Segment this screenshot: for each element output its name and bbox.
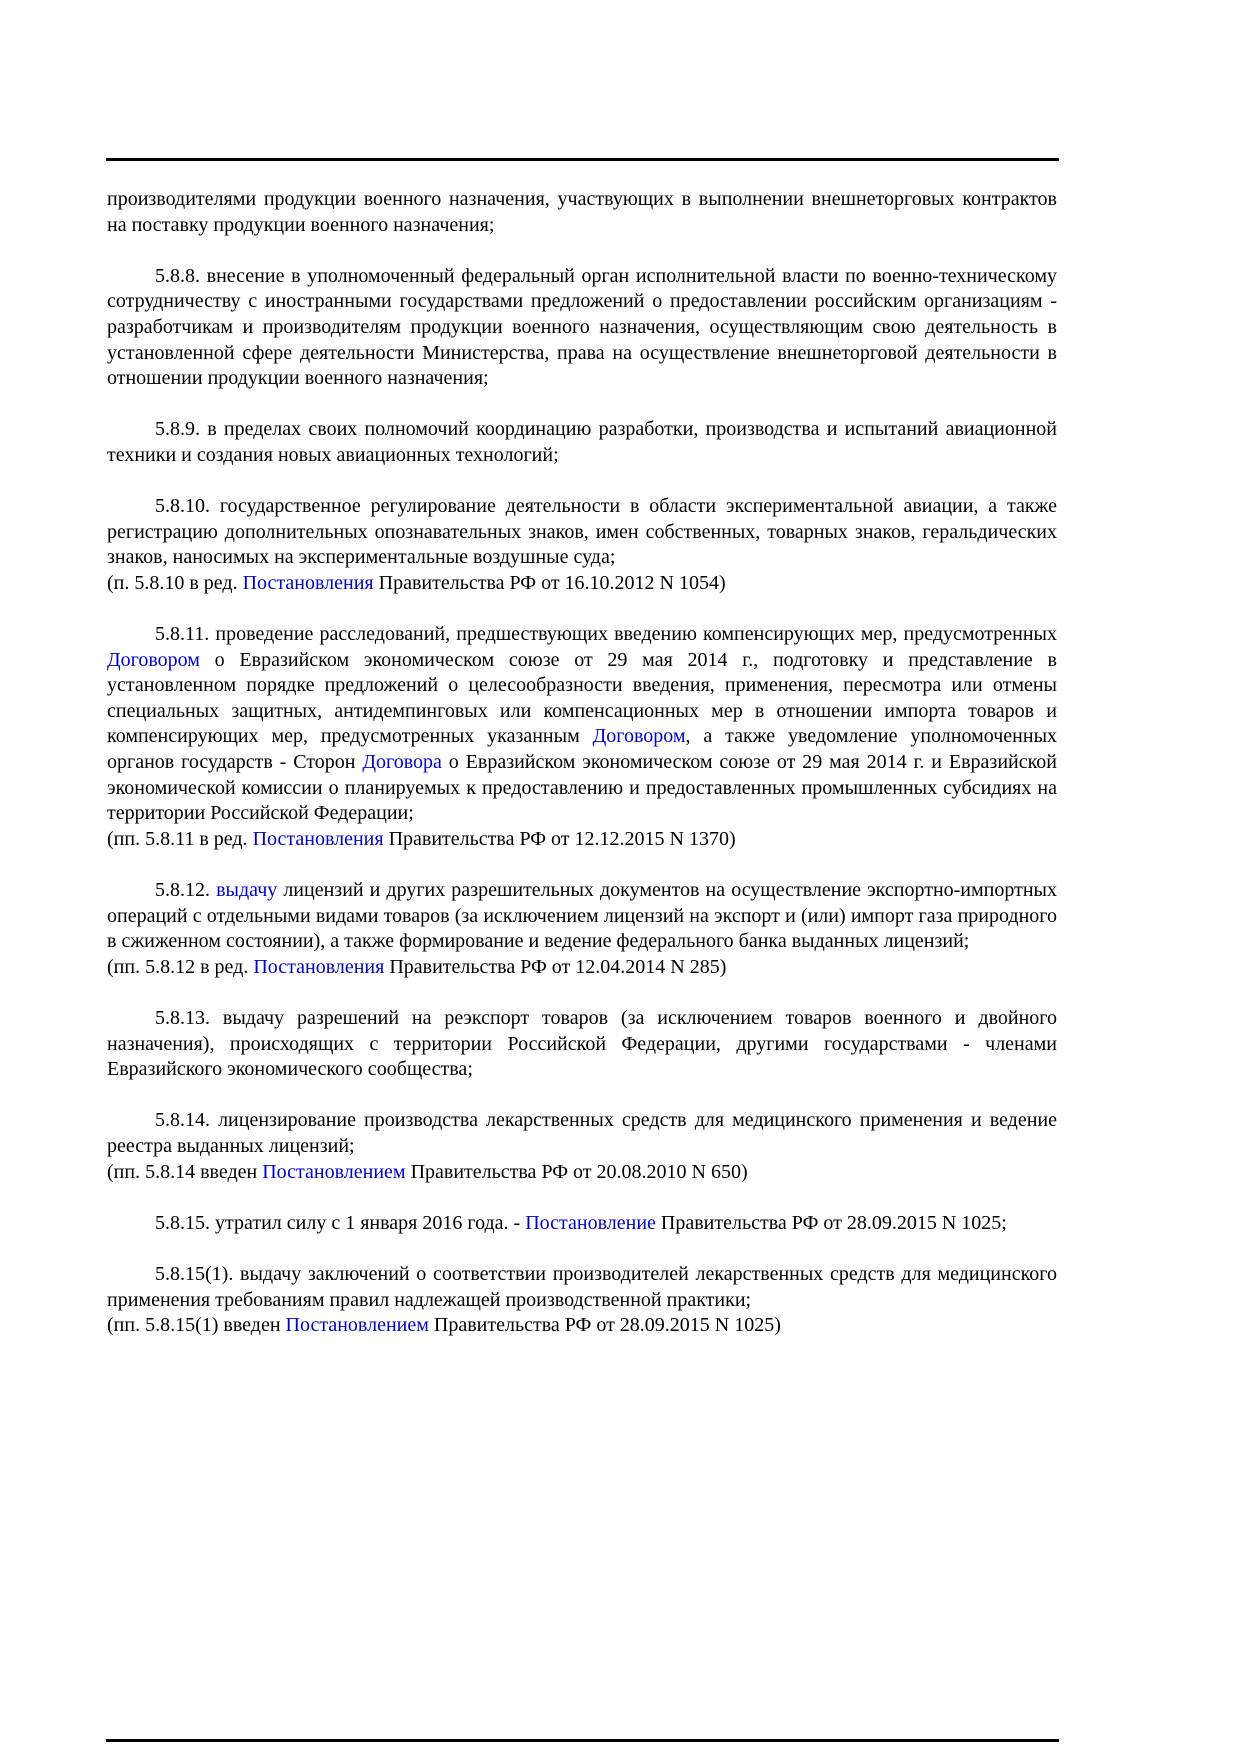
note-text: (п. 5.8.10 в ред. xyxy=(107,571,243,594)
reference-link[interactable]: Договора xyxy=(362,751,442,774)
amendment-link[interactable]: Постановления xyxy=(252,827,384,850)
note-text: Правительства РФ от 12.12.2015 N 1370) xyxy=(383,827,736,850)
paragraph-text: 5.8.13. выдачу разрешений на реэкспорт товаров (за исключением товаров военного и двойного назначения), происходящих с территории Российской Федерации, другими государствами - членами Евразийского экономического сообщества; xyxy=(107,1007,1057,1081)
paragraph-5-8-15-1- xyxy=(107,1262,1057,1313)
paragraph-text: 5.8.15(1). выдачу заключений о соответствии производителей лекарственных средств для медицинского применения требованиям правил надлежащей производственной практики; xyxy=(107,1262,1057,1311)
note-text: Правительства РФ от 16.10.2012 N 1054) xyxy=(373,571,726,594)
reference-link[interactable]: выдачу xyxy=(216,879,278,902)
amendment-link[interactable]: Постановлением xyxy=(262,1160,406,1183)
paragraph-text: 5.8.14. лицензирование производства лекарственных средств для медицинского применения и ведение реестра выданных лицензий; xyxy=(107,1109,1057,1157)
reference-link[interactable]: Договором xyxy=(107,648,200,671)
paragraph-5-8-11 xyxy=(107,622,1057,827)
note-text: (пп. 5.8.11 в ред. xyxy=(107,827,253,850)
reference-link[interactable]: Постановление xyxy=(525,1211,656,1234)
paragraph-5-8-10 xyxy=(107,494,1057,571)
header-rule xyxy=(106,158,1059,161)
amendment-note xyxy=(107,1313,1057,1339)
note-text: Правительства РФ от 20.08.2010 N 650) xyxy=(405,1160,748,1183)
document-body xyxy=(107,187,1057,1364)
paragraph-cont xyxy=(107,187,1057,238)
paragraph-5-8-9 xyxy=(107,417,1057,468)
paragraph-text: 5.8.8. внесение в уполномоченный федеральный орган исполнительной власти по военно-техническому сотрудничеству с иностранными государствами предложений о предоставлении российским организациям - разработчикам и производителям продукции военного назначения, осуществляющим свою деятельность в установленной сфере деятельности Министерства, права на осуществление внешнеторговой деятельности в отношении продукции военного назначения; xyxy=(107,264,1057,390)
amendment-note xyxy=(107,827,1057,853)
amendment-link[interactable]: Постановления xyxy=(253,955,385,978)
paragraph-text: лицензий и других разрешительных документов на осуществление экспортно-импортных операций с отдельными видами товаров (за исключением лицензий на экспорт и (или) импорт газа природного в сжиженном состоянии), а также формирование и ведение федерального банка выданных лицензий; xyxy=(107,879,1057,953)
note-text: (пп. 5.8.12 в ред. xyxy=(107,955,254,978)
amendment-note xyxy=(107,1160,1057,1186)
amendment-link[interactable]: Постановлением xyxy=(285,1314,429,1337)
note-text: (пп. 5.8.14 введен xyxy=(107,1160,263,1183)
amendment-note xyxy=(107,571,1057,597)
paragraph-5-8-13 xyxy=(107,1006,1057,1083)
amendment-link[interactable]: Постановления xyxy=(242,571,374,594)
note-text: Правительства РФ от 28.09.2015 N 1025) xyxy=(428,1314,781,1337)
paragraph-5-8-12 xyxy=(107,878,1057,955)
footer-rule xyxy=(106,1739,1059,1742)
note-text: Правительства РФ от 12.04.2014 N 285) xyxy=(384,955,727,978)
paragraph-text: Правительства РФ от 28.09.2015 N 1025; xyxy=(655,1211,1007,1234)
paragraph-text: 5.8.12. xyxy=(155,879,217,902)
paragraph-text: 5.8.15. утратил силу с 1 января 2016 года. - xyxy=(155,1211,526,1234)
paragraph-text: о Евразийском экономическом союзе от 29 мая 2014 г. и Евразийской экономической комиссии о планируемых к предоставлению и предоставленных промышленных субсидиях на территории Российской Федерации; xyxy=(107,751,1058,825)
paragraph-text: 5.8.9. в пределах своих полномочий координацию разработки, производства и испытаний авиационной техники и создания новых авиационных технологий; xyxy=(107,418,1057,466)
amendment-note xyxy=(107,955,1057,981)
paragraph-text: , а также уведомление уполномоченных органов государств - Сторон xyxy=(107,725,1057,774)
paragraph-5-8-14 xyxy=(107,1108,1057,1159)
reference-link[interactable]: Договором xyxy=(592,725,686,748)
paragraph-5-8-8 xyxy=(107,264,1057,392)
paragraph-text: 5.8.10. государственное регулирование деятельности в области экспериментальной авиации, а также регистрацию дополнительных опознавательных знаков, имен собственных, товарных знаков, геральдических знаков, наносимых на экспериментальные воздушные суда; xyxy=(107,495,1057,569)
paragraph-text: о Евразийском экономическом союзе от 29 мая 2014 г., подготовку и представление в установленном порядке предложений о целесообразности введения, применения, пересмотра или отмены специальных защитных, антидемпинговых или компенсационных мер в отношении импорта товаров и компенсирующих мер, предусмотренных указанным xyxy=(107,648,1057,748)
paragraph-text: 5.8.11. проведение расследований, предшествующих введению компенсирующих мер, предусмотренных xyxy=(155,623,1057,646)
note-text: (пп. 5.8.15(1) введен xyxy=(107,1314,286,1337)
paragraph-5-8-15 xyxy=(107,1211,1057,1237)
paragraph-text: производителями продукции военного назначения, участвующих в выполнении внешнеторговых контрактов на поставку продукции военного назначения; xyxy=(107,188,1057,236)
